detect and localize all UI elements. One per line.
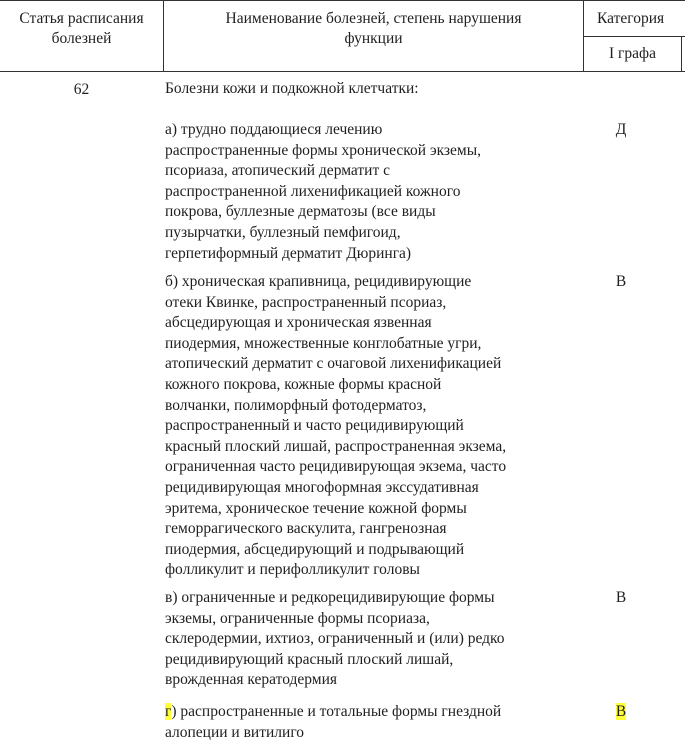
header-category-column-1: I графа bbox=[609, 45, 656, 62]
header-disease-name: Наименование болезней, степень нарушения функции bbox=[225, 10, 522, 47]
item-g-category bbox=[612, 702, 630, 723]
item-a-text: а) трудно поддающиеся лечению распространенные формы хронической экземы, псориаза, атопический дерматит с распространенной лихенификацией кожного покрова, буллезные дерматозы (все виды пузырчатки, буллезный пемфигоид, герпетиформный дерматит Дюринга) bbox=[165, 121, 482, 262]
item-g-letter-highlight: г bbox=[165, 703, 172, 720]
item-a-category: Д bbox=[615, 121, 627, 138]
header-category: Категория bbox=[597, 10, 665, 27]
item-v-text: в) ограниченные и редкорецидивирующие формы экземы, ограниченные формы псориаза, склеродермии, ихтиоз, ограниченный и (или) редко рецидивирующий красный плоский лишай, врожденная кератодермия bbox=[165, 589, 505, 689]
header-divider-3 bbox=[681, 36, 682, 72]
item-g bbox=[165, 702, 575, 743]
table-header bbox=[0, 0, 685, 72]
item-b-category: В bbox=[615, 273, 627, 290]
header-sub-rule bbox=[583, 36, 685, 37]
disease-group-title: Болезни кожи и подкожной клетчатки: bbox=[165, 80, 419, 97]
item-v-category: В bbox=[615, 589, 627, 606]
header-article: Статья расписания болезней bbox=[19, 10, 144, 47]
item-g-text: ) распространенные и тотальные формы гнездной алопеции и витилиго bbox=[165, 703, 502, 741]
item-b-text: б) хроническая крапивница, рецидивирующие отеки Квинке, распространенный псориаз, абсцедирующая и хроническая язвенная пиодермия, множественные конглобатные угри, атопический дерматит с очаговой лихенификацией кожного покрова, кожные формы красной волчанки, полиморфный фотодерматоз, распространенный и часто рецидивирующий красный плоский лишай, распространенная экзема, ограниченная часто рецидивирующая экзема, часто рецидивирующая многоформная экссудативная эритема, хроническое течение кожной формы геморрагического васкулита, гангренозная пиодермия, абсцедирующий и подрывающий фолликулит и перифолликулит головы bbox=[165, 273, 507, 579]
article-number: 62 bbox=[73, 81, 90, 98]
item-g-category-highlight: В bbox=[615, 703, 627, 720]
